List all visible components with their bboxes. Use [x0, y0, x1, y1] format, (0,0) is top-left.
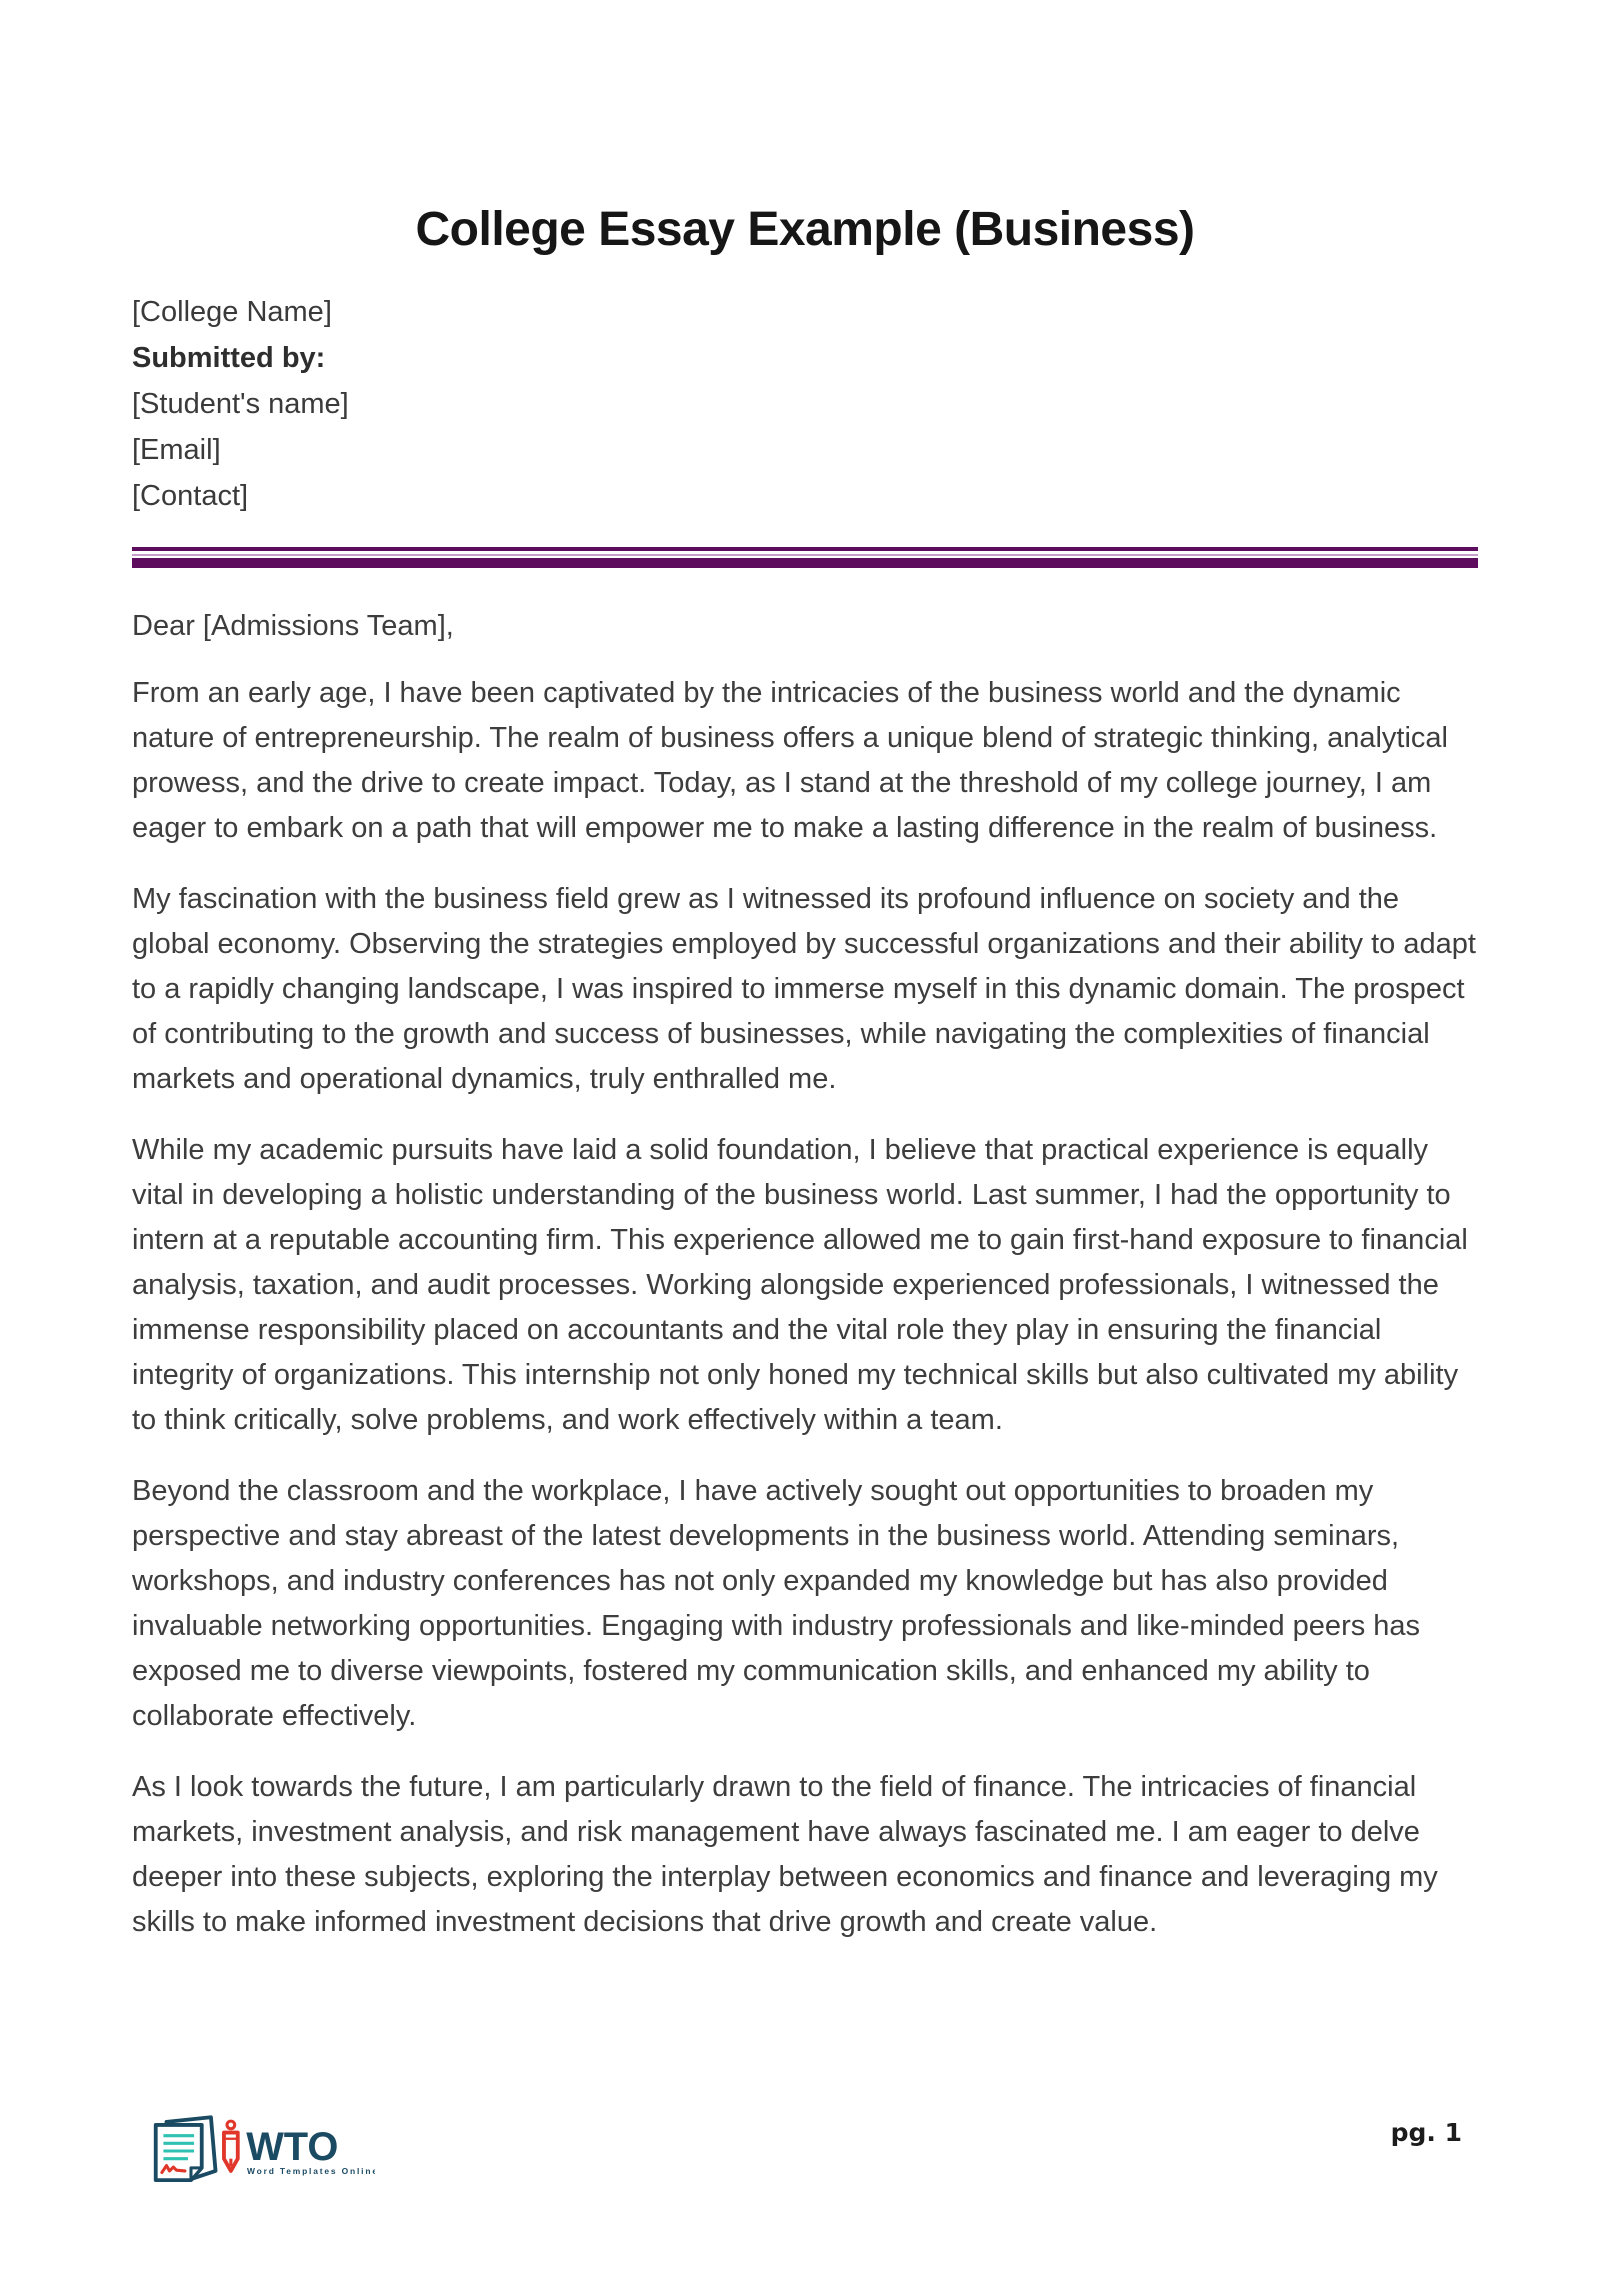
document-pages-icon [156, 2117, 216, 2180]
divider-thick-bar [132, 558, 1478, 568]
contact-placeholder: [Contact] [132, 480, 249, 512]
paragraph-3: While my academic pursuits have laid a solid foundation, I believe that practical experience is equally vital in developing a holistic understanding of the business world. Last summer, I had the opportunity to intern at a reputable accounting firm. This experience allowed me to gain first-hand exposure to financial analysis, taxation, and audit processes. Working alongside experienced professionals, I witnessed the immense responsibility placed on accountants and the vital role they play in ensuring the financial integrity of organizations. This internship not only honed my technical skills but also cultivated my ability to think critically, solve problems, and work effectively within a team. [132, 1134, 1468, 1436]
page-number: pg. 1 [1390, 2118, 1462, 2147]
paragraph-4: Beyond the classroom and the workplace, I have actively sought out opportunities to broaden my perspective and stay abreast of the latest developments in the business world. Attending seminars, workshops, and industry conferences has not only expanded my knowledge but has also provided invaluable networking opportunities. Engaging with industry professionals and like-minded peers has exposed me to diverse viewpoints, fostered my communication skills, and enhanced my ability to collaborate effectively. [132, 1475, 1421, 1732]
student-name-placeholder: [Student's name] [132, 388, 349, 420]
page-title: College Essay Example (Business) [415, 203, 1195, 256]
paragraph-2: My fascination with the business field grew as I witnessed its profound influence on society and the global economy. Observing the strategies employed by successful organizations and their ability to adapt to a rapidly changing landscape, I was inspired to immerse myself in this dynamic domain. The prospect of contributing to the growth and success of businesses, while navigating the complexities of financial markets and operational dynamics, truly enthralled me. [132, 883, 1476, 1095]
submitted-by-label: Submitted by: [132, 342, 326, 374]
email-placeholder: [Email] [132, 434, 221, 466]
wto-logo-acronym: WTO [246, 2125, 339, 2170]
wto-logo-subtext: Word Templates Online [246, 2166, 375, 2176]
pen-icon [224, 2121, 238, 2171]
purple-divider-rule [132, 547, 1478, 568]
letter-body [132, 604, 1478, 1945]
paragraph-5: As I look towards the future, I am particularly drawn to the field of finance. The intricacies of financial markets, investment analysis, and risk management have always fascinated me. I am eager to delve deeper into these subjects, exploring the interplay between economics and finance and leveraging my skills to make informed investment decisions that drive growth and create value. [132, 1771, 1438, 1938]
page-content [132, 0, 1478, 1971]
salutation: Dear [Admissions Team], [132, 610, 454, 642]
letter-header-block [132, 289, 1478, 519]
college-name-placeholder: [College Name] [132, 296, 332, 328]
wto-logo [145, 2112, 375, 2190]
wto-logo-graphic [145, 2112, 375, 2190]
paragraph-1: From an early age, I have been captivated by the intricacies of the business world and the dynamic nature of entrepreneurship. The realm of business offers a unique blend of strategic thinking, analytical prowess, and the drive to create impact. Today, as I stand at the threshold of my college journey, I am eager to embark on a path that will empower me to make a lasting difference in the realm of business. [132, 677, 1449, 844]
